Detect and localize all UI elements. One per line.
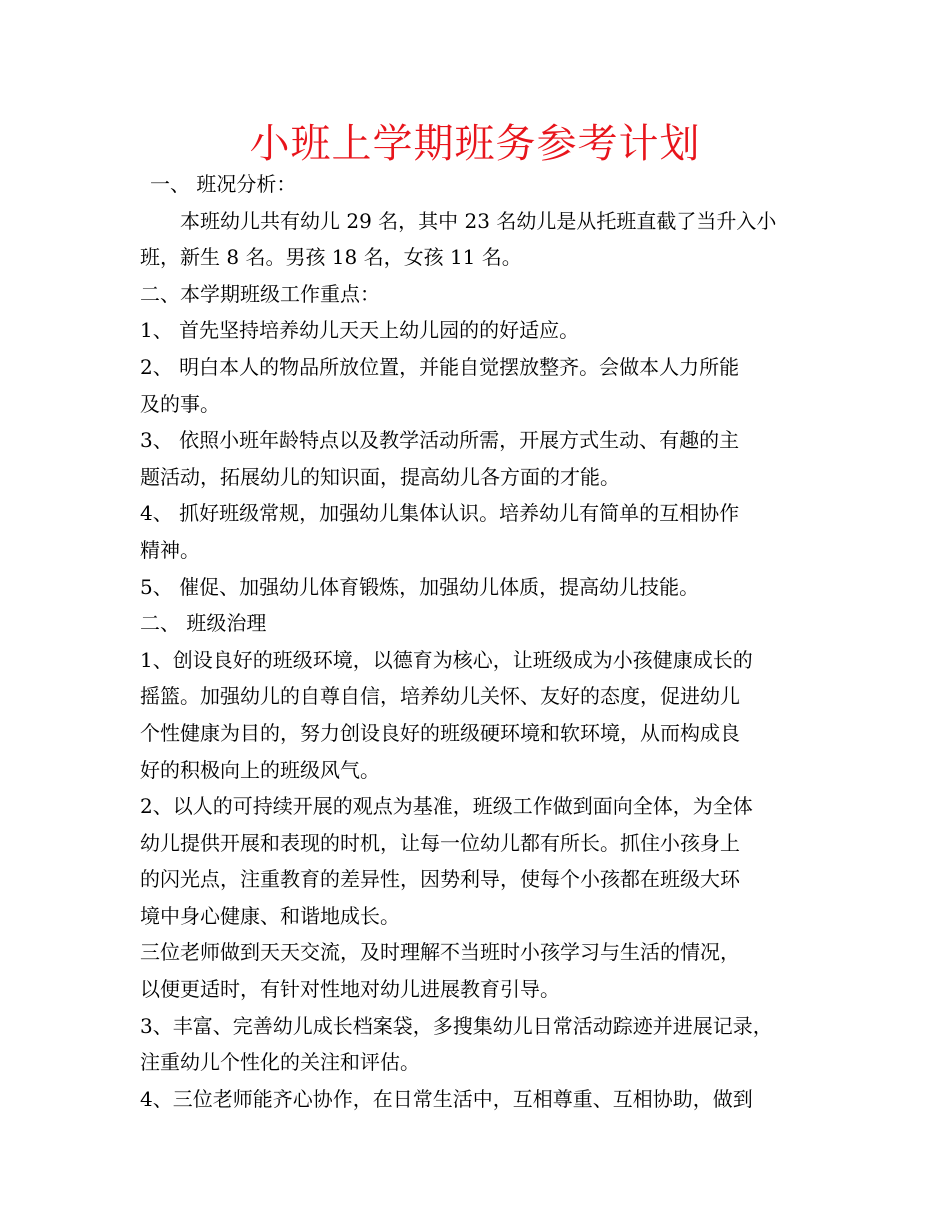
paragraph-line: 幼儿提供开展和表现的时机，让每一位幼儿都有所长。抓住小孩身上 <box>140 830 740 855</box>
list-item-1: 1、 首先坚持培养幼儿天天上幼儿园的的好适应。 <box>140 318 580 343</box>
list-item-4-cont: 精神。 <box>140 537 200 562</box>
section-heading-1: 一、 班况分析： <box>150 172 297 196</box>
paragraph-line: 3、丰富、完善幼儿成长档案袋，多搜集幼儿日常活动踪迹并进展记录， <box>140 1013 773 1038</box>
list-item-2: 2、 明白本人的物品所放位置，并能自觉摆放整齐。会做本人力所能 <box>140 354 740 379</box>
paragraph-line: 4、三位老师能齐心协作，在日常生活中，互相尊重、互相协助，做到 <box>140 1086 753 1111</box>
list-item-2-cont: 及的事。 <box>140 391 220 416</box>
paragraph-line: 本班幼儿共有幼儿 29 名，其中 23 名幼儿是从托班直截了当升入小 <box>180 208 777 233</box>
paragraph-line: 境中身心健康、和谐地成长。 <box>140 903 400 928</box>
document-body <box>140 166 840 1117</box>
paragraph-line: 班，新生 8 名。男孩 18 名，女孩 11 名。 <box>140 245 522 270</box>
paragraph-line: 2、以人的可持续开展的观点为基准，班级工作做到面向全体，为全体 <box>140 794 753 819</box>
document-title: 小班上学期班务参考计划 <box>249 121 701 167</box>
paragraph-line: 注重幼儿个性化的关注和评估。 <box>140 1050 420 1075</box>
list-item-4: 4、 抓好班级常规，加强幼儿集体认识。培养幼儿有简单的互相协作 <box>140 501 740 526</box>
list-item-5: 5、 催促、加强幼儿体育锻炼，加强幼儿体质，提高幼儿技能。 <box>140 574 700 599</box>
paragraph-line: 好的积极向上的班级风气。 <box>140 757 380 782</box>
list-item-3-cont: 题活动，拓展幼儿的知识面，提高幼儿各方面的才能。 <box>140 464 620 489</box>
section-heading-3: 二、 班级治理 <box>140 611 267 636</box>
section-heading-2: 二、本学期班级工作重点： <box>140 281 380 306</box>
paragraph-line: 摇篮。加强幼儿的自尊自信，培养幼儿关怀、友好的态度，促进幼儿 <box>140 684 740 709</box>
paragraph-line: 的闪光点，注重教育的差异性，因势利导，使每个小孩都在班级大环 <box>140 867 740 892</box>
paragraph-line: 以便更适时，有针对性地对幼儿进展教育引导。 <box>140 977 560 1002</box>
paragraph-line: 1、创设良好的班级环境，以德育为核心，让班级成为小孩健康成长的 <box>140 647 753 672</box>
list-item-3: 3、 依照小班年龄特点以及教学活动所需，开展方式生动、有趣的主 <box>140 428 740 453</box>
paragraph-line: 三位老师做到天天交流，及时理解不当班时小孩学习与生活的情况， <box>140 940 740 965</box>
paragraph-line: 个性健康为目的，努力创设良好的班级硬环境和软环境，从而构成良 <box>140 720 740 745</box>
